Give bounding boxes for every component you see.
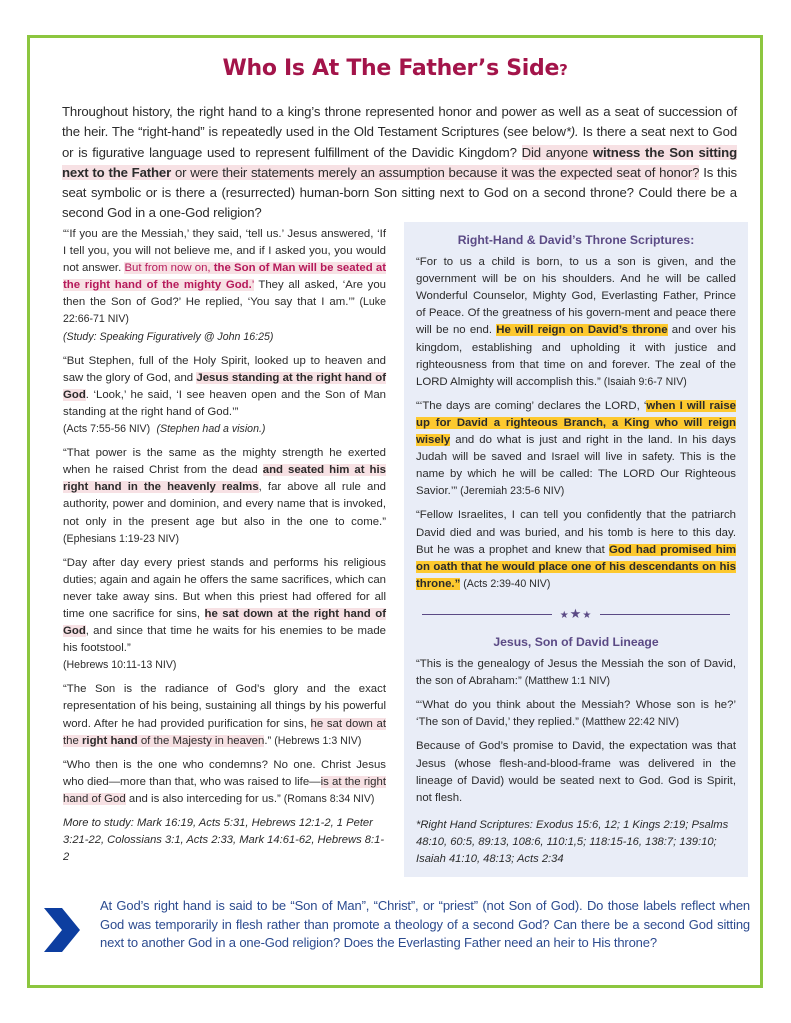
scripture-reference: (Jeremiah 23:5-6 NIV)	[457, 485, 565, 498]
quote-text: and over his kingdom, establishing and upholding it with justice and righteousness from that time on and forever. The zeal of the LORD Almighty will accomplish this.”	[416, 324, 736, 388]
intro-highlight-text: Did anyone	[521, 144, 593, 160]
intro-paragraph	[62, 102, 737, 224]
scripture-reference: (Acts 2:39-40 NIV)	[460, 577, 551, 590]
quote-hebrews-10	[63, 555, 386, 675]
quote-matthew-1	[416, 656, 736, 690]
title-question-mark: ?	[559, 61, 568, 79]
quote-acts-2	[416, 507, 736, 592]
scripture-reference: (Matthew 22:42 NIV)	[578, 716, 680, 729]
quote-ephesians	[63, 445, 386, 548]
quote-isaiah	[416, 254, 736, 391]
divider-line	[422, 614, 552, 616]
quote-text: “For to us a child is born, to us a son is given, and the government will be on his shoulders. And he will be called Wonderful Counselor, Mighty God, Everlasting Father, Prince of Peace. Of the greatness of his govern-ment and peace there will be no end.	[416, 256, 736, 337]
quote-highlight-bold: right hand	[82, 734, 138, 747]
study-note: (Stephen had a vision.)	[156, 423, 266, 436]
intro-highlight-bold: witness the Son sitting next to the Father	[62, 144, 737, 180]
chevron-right-icon	[42, 908, 82, 952]
scripture-reference: (Hebrews 1:3 NIV)	[271, 734, 362, 747]
quote-text: , and since that time he waits for his enemies to be made his footstool.”	[63, 625, 386, 655]
quote-text: “‘If you are the Messiah,’ they said, ‘tell us.’ Jesus answered, ‘If I tell you, you will not believe me, and if I asked you, you would not answer.	[63, 228, 386, 275]
scripture-reference: (Hebrews 10:11-13 NIV)	[63, 659, 177, 672]
quote-text: .”	[264, 734, 272, 747]
panel-heading-lineage: Jesus, Son of David Lineage	[493, 634, 659, 649]
scripture-reference: (Ephesians 1:19-23 NIV)	[63, 532, 180, 545]
quote-highlight-text: he sat down at the	[63, 717, 387, 747]
intro-text: Is this seat symbolic or is there a (resurrected) human-born Son sitting next to God on a second throne? Could there be a second God in a one-God religion?	[62, 164, 737, 221]
quote-text: “Day after day every priest stands and performs his religious duties; again and again he offers the same sacrifices, which can never take away sins. But when this priest had offered for all time one sacrifice for sins,	[63, 556, 386, 620]
quote-luke	[63, 226, 386, 346]
lineage-explanation: Because of God’s promise to David, the expectation was that Jesus (whose flesh-and-blood-frame was delivered in the lineage of David) would be seated next to God. God is Spirit, not flesh.	[416, 740, 736, 804]
page-frame	[27, 35, 763, 988]
quote-text: They all asked, ‘Are you then the Son of God?’ He replied, ‘You say that I am.’”	[63, 279, 386, 309]
quote-highlight-text: of the Majesty in heaven	[137, 734, 265, 747]
scripture-reference: (Romans 8:34 NIV)	[280, 792, 375, 805]
quote-matthew-22	[416, 697, 736, 731]
quote-highlight-bold: when I will raise up for David a righteous Branch, a King who will reign wisely	[416, 399, 736, 447]
intro-highlight-text: or were their statements merely an assumption because it was the expected seat of honor?	[171, 164, 700, 180]
quote-jeremiah	[416, 398, 736, 501]
quote-text: and do what is just and right in the land. In his days Judah will be saved and Israel will live in safety. This is the name by which he will be called: The LORD Our Righteous Savior.’”	[416, 434, 736, 498]
quote-text: “The Son is the radiance of God’s glory and the exact representation of his being, sustaining all things by his powerful word. After he had provided purification for sins,	[63, 683, 386, 730]
quote-highlight-bold: God had promised him on oath that he would place one of his descendants on his throne.”	[416, 543, 736, 590]
star-divider	[416, 605, 736, 624]
quote-hebrews-1	[63, 681, 386, 749]
quote-text: “Who then is the one who condemns? No one. Christ Jesus who died—more than that, who was raised to life—	[63, 758, 386, 788]
panel-heading-throne: Right-Hand & David’s Throne Scriptures:	[457, 233, 695, 247]
quote-text: . ‘Look,’ he said, ‘I see heaven open and the Son of Man standing at the right hand of God.’”	[63, 388, 386, 418]
intro-text: Throughout history, the right hand to a king’s throne represented honor and power as well as a seat of succession of the heir. The “right-hand” is repeatedly used in the Old Testament Scriptures (see below	[62, 104, 737, 140]
quote-highlight: But from now on,	[124, 262, 214, 275]
quote-text: “Fellow Israelites, I can tell you confidently that the patriarch David died and was buried, and his tomb is here to this day. But he was a prophet and knew that	[416, 509, 736, 556]
quote-highlight-bold: He will reign on David’s throne	[496, 324, 668, 337]
quote-text: “But Stephen, full of the Holy Spirit, looked up to heaven and saw the glory of God, and	[63, 354, 386, 384]
callout-box	[42, 900, 757, 980]
quote-text: “‘What do you think about the Messiah? Whose son is he?’ ‘The son of David,’ they replied.”	[416, 699, 736, 729]
quote-highlight-bold: he sat down at the right hand of God	[63, 607, 386, 638]
quote-highlight-bold: and seated him at his right hand in the heavenly realms	[63, 464, 386, 494]
scripture-reference: (Matthew 1:1 NIV)	[521, 675, 611, 688]
intro-text: Is there a seat next to God or is figurative language used to represent fulfillment of the Davidic Kingdom?	[62, 124, 738, 160]
quote-text: “‘The days are coming’ declares the LORD, ‘	[416, 399, 647, 412]
callout-text: At God’s right hand is said to be “Son of Man”, “Christ”, or “priest” (not Son of God). Do those labels reflect when God was temporarily in flesh rather than promote a theology of a second God? Can there be a second God sitting next to another God in a one-God religion? Does the Everlasting Father need an heir to His throne?	[100, 898, 750, 950]
scripture-reference: (Isaiah 9:6-7 NIV)	[600, 375, 687, 388]
intro-footnote-marker: *).	[565, 124, 579, 140]
scripture-reference: (Luke 22:66-71 NIV)	[63, 296, 386, 326]
right-hand-scriptures-footnote: *Right Hand Scriptures: Exodus 15:6, 12; 1 Kings 2:19; Psalms 48:10, 60:5, 89:13, 108:6, 110:1,5; 118:15-16, 138:7; 139:10; Isaiah 41:10, 48:13; Acts 2:34	[416, 818, 729, 865]
quote-highlight: is at the right hand of God	[63, 775, 386, 805]
quote-highlight-bold: the Son of Man will be seated at the right hand of the mighty God.	[63, 262, 386, 292]
quote-text: , far above all rule and authority, power and dominion, and every name that is invoked, not only in the present age but also in the one to come.”	[63, 481, 386, 528]
quote-text: and is also interceding for us.”	[125, 792, 281, 805]
quote-highlight: ’	[251, 279, 254, 292]
divider-line	[600, 614, 730, 616]
study-note: (Study: Speaking Figuratively @ John 16:25)	[63, 330, 274, 343]
more-to-study: More to study: Mark 16:19, Acts 5:31, Hebrews 12:1-2, 1 Peter 3:21-22, Colossians 3:1, Acts 2:33, Mark 14:61-62, Hebrews 8:1-2	[63, 817, 385, 864]
title-text: Who Is At The Father’s Side	[222, 56, 560, 81]
left-column	[63, 226, 386, 873]
scripture-panel	[404, 222, 748, 877]
page-title	[30, 56, 760, 81]
scripture-reference: (Acts 7:55-56 NIV)	[63, 423, 151, 436]
quote-acts-7	[63, 353, 386, 438]
quote-text: “This is the genealogy of Jesus the Messiah the son of David, the son of Abraham:”	[416, 658, 736, 688]
quote-text: “That power is the same as the mighty strength he exerted when he raised Christ from the dead	[63, 447, 386, 477]
star-icon: ★★★	[559, 605, 593, 621]
quote-romans	[63, 757, 386, 808]
quote-highlight-bold: Jesus standing at the right hand of God	[63, 371, 386, 401]
